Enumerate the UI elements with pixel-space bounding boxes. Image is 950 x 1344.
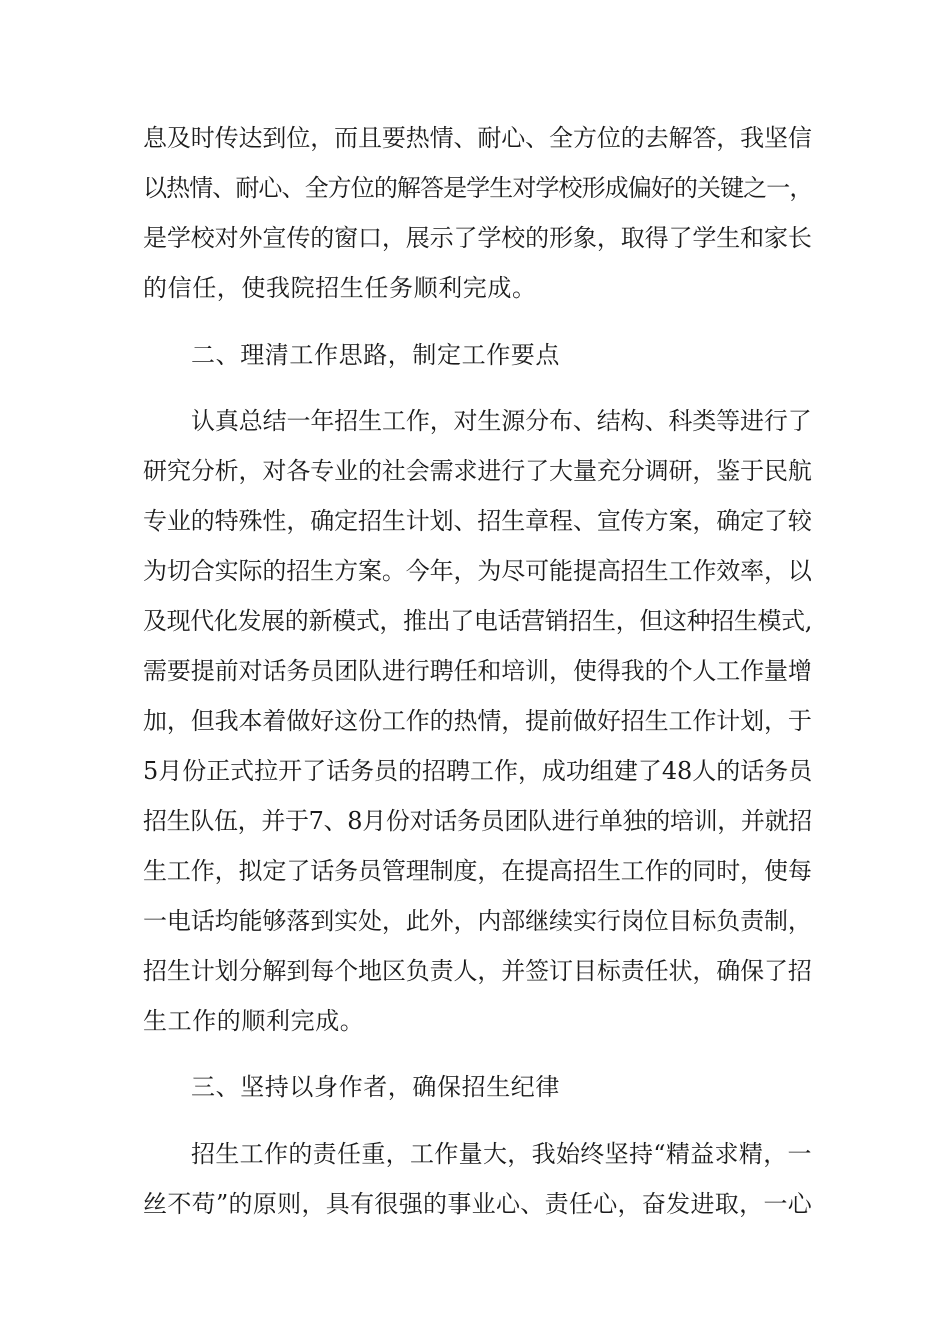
paragraph-1-line-4: 的信任，使我院招生任务顺利完成。 <box>143 274 537 302</box>
paragraph-2-line-4: 为切合实际的招生方案。今年，为尽可能提高招生工作效率，以 <box>143 557 812 585</box>
paragraph-2-line-6: 需要提前对话务员团队进行聘任和培训，使得我的个人工作量增 <box>143 657 812 685</box>
paragraph-1-line-3: 是学校对外宣传的窗口，展示了学校的形象，取得了学生和家长 <box>143 224 812 252</box>
paragraph-2-line-11: 一电话均能够落到实处，此外，内部继续实行岗位目标负责制， <box>143 907 812 935</box>
paragraph-2-line-5: 及现代化发展的新模式，推出了电话营销招生，但这种招生模式, <box>143 607 813 635</box>
paragraph-2-line-10: 生工作，拟定了话务员管理制度，在提高招生工作的同时，使每 <box>143 857 812 885</box>
paragraph-2-line-2: 研究分析，对各专业的社会需求进行了大量充分调研，鉴于民航 <box>143 457 812 485</box>
paragraph-2-line-3: 专业的特殊性，确定招生计划、招生章程、宣传方案，确定了较 <box>143 507 812 535</box>
paragraph-2-line-13: 生工作的顺利完成。 <box>143 1007 365 1035</box>
section-heading-2: 二、理清工作思路，制定工作要点 <box>191 341 560 369</box>
paragraph-2-line-1: 认真总结一年招生工作，对生源分布、结构、科类等进行了 <box>191 407 812 435</box>
paragraph-1-line-2: 以热情、耐心、全方位的解答是学生对学校形成偏好的关键之一， <box>143 174 813 202</box>
section-heading-3: 三、坚持以身作者，确保招生纪律 <box>191 1073 560 1101</box>
paragraph-2-line-9: 招生队伍，并于7、8月份对话务员团队进行单独的培训，并就招 <box>143 807 812 835</box>
paragraph-3-line-1: 招生工作的责任重，工作量大，我始终坚持“精益求精，一 <box>191 1140 812 1168</box>
paragraph-3-line-2: 丝不苟”的原则，具有很强的事业心、责任心，奋发进取，一心 <box>143 1190 813 1218</box>
paragraph-2-line-8: 5月份正式拉开了话务员的招聘工作，成功组建了48人的话务员 <box>143 757 813 785</box>
paragraph-1-line-1: 息及时传达到位，而且要热情、耐心、全方位的去解答，我坚信 <box>143 124 812 152</box>
paragraph-2-line-12: 招生计划分解到每个地区负责人，并签订目标责任状，确保了招 <box>143 957 812 985</box>
paragraph-2-line-7: 加，但我本着做好这份工作的热情，提前做好招生工作计划，于 <box>143 707 812 735</box>
